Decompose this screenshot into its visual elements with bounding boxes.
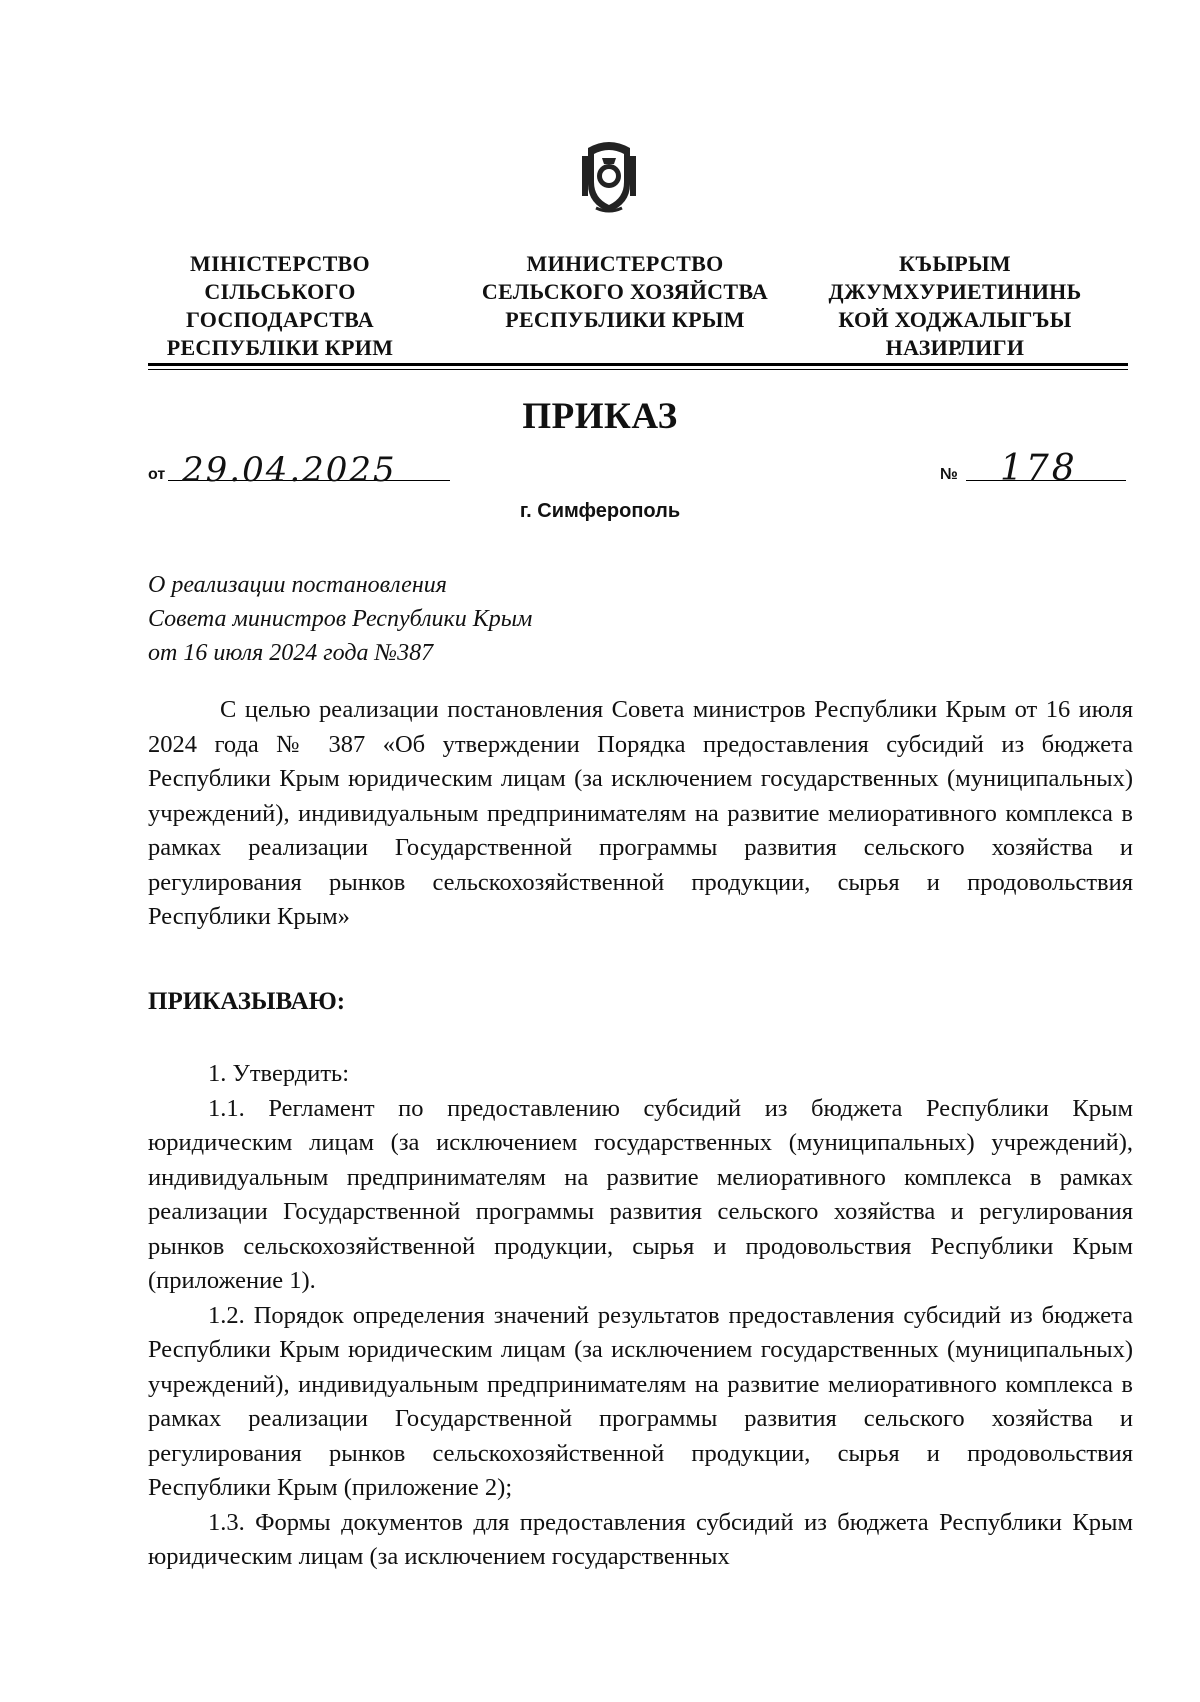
subject-line: О реализации постановления [148, 572, 447, 598]
document-subject [148, 568, 532, 670]
coat-of-arms-emblem [578, 138, 640, 214]
order-heading: ПРИКАЗЫВАЮ: [148, 988, 346, 1015]
subject-line: от 16 июля 2024 года №387 [148, 640, 434, 666]
order-item: 1.3. Формы документов для предоставления субсидий из бюджета Республики Крым юридическим лицам (за исключением государственных [148, 1508, 1133, 1570]
header-line: СЕЛЬСКОГО ХОЗЯЙСТВА [481, 279, 769, 304]
handwritten-number: 178 [1000, 448, 1078, 489]
intro-paragraph: С целью реализации постановления Совета министров Республики Крым от 16 июля 2024 года № 387 «Об утверждении Порядка предоставления субсидий из бюджета Республики Крым юридическим лицам (за исключением государственных (муниципальных) учреждений), индивидуальным предпринимателям на развитие мелиоративного комплекса в рамках реализации Государственной программы развития сельского хозяйства и регулирования рынков сельскохозяйственной продукции, сырья и продовольствия Республики Крым» [148, 696, 1133, 930]
header-line: ДЖУМХУРИЕТИНИНЬ [828, 279, 1082, 304]
ministry-name-crimean-tatar [800, 250, 1110, 362]
document-title: ПРИКАЗ [522, 396, 678, 437]
handwritten-date: 29.04.2025 [182, 450, 397, 490]
date-label: от [148, 466, 166, 483]
number-label: № [940, 466, 958, 483]
order-item: 1.2. Порядок определения значений результатов предоставления субсидий из бюджета Республики Крым юридическим лицам (за исключением государственных (муниципальных) учреждений), индивидуальным предпринимателям на развитие мелиоративного комплекса в рамках реализации Государственной программы развития сельского хозяйства и регулирования рынков сельскохозяйственной продукции, сырья и продовольствия Республики Крым (приложение 2); [148, 1301, 1133, 1501]
header-divider-thick [148, 363, 1128, 366]
header-line: РЕСПУБЛИКИ КРЫМ [505, 307, 745, 332]
city-name: г. Симферополь [519, 500, 681, 522]
header-line: МИНИСТЕРСТВО [526, 251, 724, 276]
order-items [148, 1057, 1133, 1575]
ministry-name-ukrainian [140, 250, 420, 362]
header-divider-thin [148, 369, 1128, 370]
header-line: РЕСПУБЛІКИ КРИМ [166, 335, 394, 360]
header-line: СІЛЬСЬКОГО [204, 279, 356, 304]
header-line: КОЙ ХОДЖАЛЫГЪЫ [838, 307, 1072, 332]
ministry-name-russian [440, 250, 810, 334]
header-line: НАЗИРЛИГИ [885, 335, 1025, 360]
order-item: 1. Утвердить: [208, 1060, 350, 1087]
order-item: 1.1. Регламент по предоставлению субсидий из бюджета Республики Крым юридическим лицам (за исключением государственных (муниципальных) учреждений), индивидуальным предпринимателям на развитие мелиоративного комплекса в рамках реализации Государственной программы развития сельского хозяйства и регулирования рынков сельскохозяйственной продукции, сырья и продовольствия Республики Крым (приложение 1). [148, 1094, 1133, 1294]
header-line: МІНІСТЕРСТВО [190, 251, 370, 276]
header-line: ГОСПОДАРСТВА [186, 307, 374, 332]
subject-line: Совета министров Республики Крым [148, 606, 533, 632]
header-line: КЪЫРЫМ [899, 251, 1011, 276]
